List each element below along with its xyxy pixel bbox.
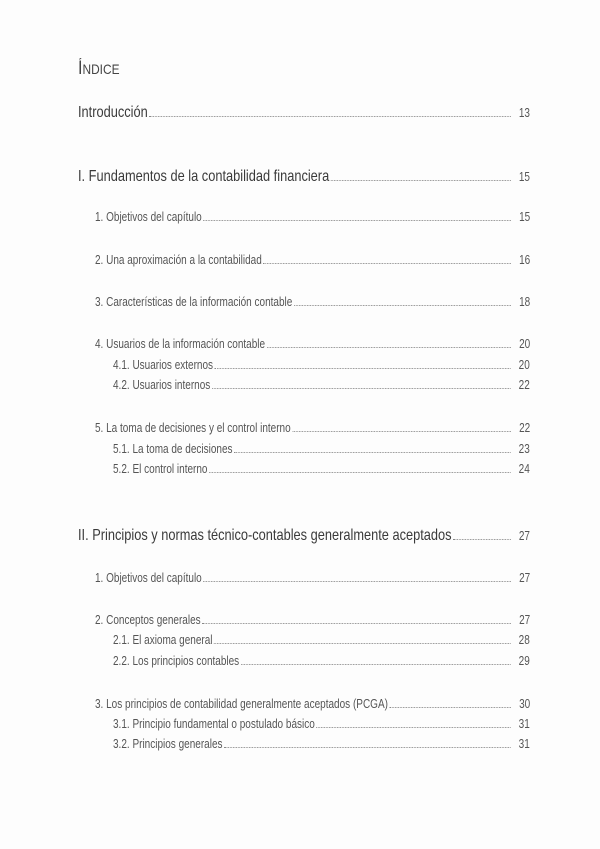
dot-leader — [316, 727, 510, 728]
toc-entry — [113, 442, 530, 456]
toc-entry-title: 4.2. Usuarios internos — [113, 378, 211, 392]
toc-entry-title: 1. Objetivos del capítulo — [95, 210, 202, 224]
dot-leader — [212, 388, 511, 389]
toc-entry-page: 16 — [519, 253, 531, 267]
toc-entry-page: 27 — [518, 529, 530, 543]
dot-leader — [224, 747, 510, 748]
toc-entry-title: 5. La toma de decisiones y el control interno — [95, 421, 291, 435]
toc-entry — [95, 253, 530, 267]
toc-entry-page: 29 — [518, 654, 530, 668]
dot-leader — [292, 431, 511, 432]
toc-entry-page: 15 — [519, 210, 531, 224]
toc-entry-page: 22 — [518, 378, 530, 392]
toc-entry-title: 2.2. Los principios contables — [113, 654, 240, 668]
toc-entry-page: 28 — [518, 633, 530, 647]
toc-entry-page: 27 — [519, 613, 531, 627]
dot-leader — [294, 305, 511, 306]
toc-entry-page: 24 — [518, 462, 530, 476]
toc-entry-page: 30 — [519, 697, 531, 711]
toc-entry-page: 20 — [519, 337, 531, 351]
toc-entry — [78, 527, 530, 545]
toc-entry-title: 4.1. Usuarios externos — [113, 358, 214, 372]
dot-leader — [331, 180, 511, 181]
toc-entry — [78, 104, 530, 122]
dot-leader — [263, 263, 511, 264]
toc-entry-page: 15 — [518, 170, 530, 184]
toc-entry — [113, 633, 530, 647]
toc-entry-title: 3. Características de la información contable — [95, 295, 293, 309]
dot-leader — [390, 707, 511, 708]
dot-leader — [202, 623, 511, 624]
toc-entry-title: 2. Una aproximación a la contabilidad — [95, 253, 262, 267]
dot-leader — [241, 664, 511, 665]
toc-entry-page: 31 — [518, 717, 530, 731]
toc-entry — [95, 613, 530, 627]
toc-entry-title: 5.2. El control interno — [113, 462, 208, 476]
toc-entry-title: 2. Conceptos generales — [95, 613, 201, 627]
toc-entry-title: I. Fundamentos de la contabilidad financiera — [78, 168, 330, 185]
toc-entry — [95, 421, 530, 435]
title-rest: NDICE — [82, 61, 120, 77]
toc-entry-title: 3.1. Principio fundamental o postulado básico — [113, 717, 315, 731]
toc-entry-page: 18 — [519, 295, 531, 309]
toc-entry — [95, 571, 530, 585]
toc-entry-page: 23 — [518, 442, 530, 456]
toc-entry-title: 5.1. La toma de decisiones — [113, 442, 233, 456]
dot-leader — [234, 452, 510, 453]
toc-entry-title: 1. Objetivos del capítulo — [95, 571, 202, 585]
toc-entry-page: 22 — [519, 421, 531, 435]
dot-leader — [453, 539, 511, 540]
toc-entry — [95, 210, 530, 224]
toc-entry — [113, 717, 530, 731]
toc-entry-title: 3.2. Principios generales — [113, 737, 223, 751]
toc-entry-page: 20 — [518, 358, 530, 372]
dot-leader — [267, 347, 511, 348]
toc-entry — [95, 697, 530, 711]
toc-entry — [113, 654, 530, 668]
toc-entry — [95, 337, 530, 351]
toc-entry — [95, 295, 530, 309]
toc-entry-page: 27 — [519, 571, 531, 585]
toc-entry — [113, 378, 530, 392]
toc-entry-title: 4. Usuarios de la información contable — [95, 337, 266, 351]
toc-entry — [78, 168, 530, 186]
page-title — [78, 58, 120, 80]
toc-entry-title: Introducción — [78, 104, 148, 121]
toc-entry-title: 3. Los principios de contabilidad generalmente aceptados (PCGA) — [95, 697, 388, 711]
toc-entry — [113, 737, 530, 751]
dot-leader — [209, 472, 511, 473]
toc-entry-title: II. Principios y normas técnico-contables generalmente aceptados — [78, 527, 452, 544]
dot-leader — [215, 368, 511, 369]
toc-entry-title: 2.1. El axioma general — [113, 633, 213, 647]
dot-leader — [203, 220, 511, 221]
toc-entry — [113, 358, 530, 372]
dot-leader — [203, 581, 511, 582]
dot-leader — [149, 116, 510, 117]
toc-entry-page: 31 — [518, 737, 530, 751]
title-initial: Í — [78, 58, 83, 79]
toc-entry-page: 13 — [518, 106, 530, 120]
toc-entry — [113, 462, 530, 476]
dot-leader — [214, 643, 510, 644]
